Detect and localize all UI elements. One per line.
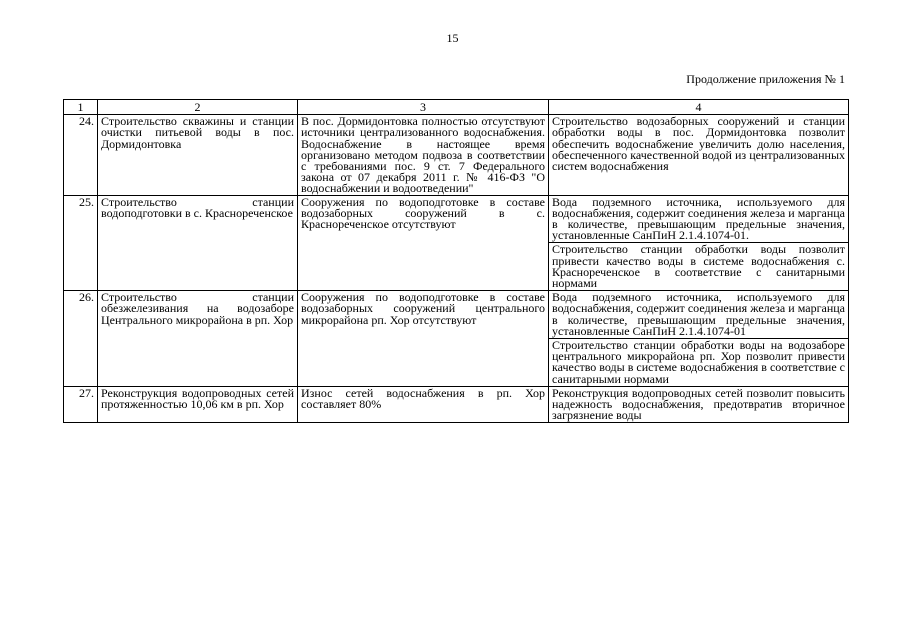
page-number: 15 <box>446 31 459 45</box>
result-paragraph: Вода подземного источника, используемого для водоснабжения, содержит соединения железа и марганца в количестве, превышающим предельные значения, установленные СанПиН 2.1.4.1074-01. <box>552 194 845 243</box>
expected-result-cell <box>549 115 849 195</box>
current-state-cell: Сооружения по водоподготовке в составе водозаборных сооружений центрального микрорайона рп. Хор отсутствуют <box>298 291 549 387</box>
table-row <box>64 195 849 291</box>
row-number: 24. <box>64 115 98 195</box>
current-state-cell: В пос. Дормидонтовка полностью отсутствуют источники централизованного водоснабжения. Водоснабжение в настоящее время организовано методом подвоза в соответствии с требованиями пос. 9 ст. 7 Федерального закона от 07 декабря 2011 г. № 416-ФЗ "О водоснабжении и водоотведении" <box>298 115 549 195</box>
measure-name-cell: Строительство скважины и станции очистки питьевой воды в пос. Дормидонтовка <box>98 115 298 195</box>
row-number: 26. <box>64 291 98 387</box>
column-header: 2 <box>98 100 298 115</box>
expected-result-cell <box>549 195 849 291</box>
result-paragraph: Строительство станции обработки воды на водозаборе центрального микрорайона рп. Хор позволит привести качество воды в системе водоснабжения в соответствие с санитарными нормами <box>549 338 848 386</box>
measure-name-cell: Строительство станции водоподготовки в с. Краснореченское <box>98 195 298 291</box>
row-number: 27. <box>64 386 98 423</box>
result-paragraph: Строительство станции обработки воды позволит привести качество воды в системе водоснабжения с. Краснореченское в соответствие с санитарными нормами <box>549 242 848 290</box>
measure-name-cell: Строительство станции обезжелезивания на водозаборе Центрального микрорайона в рп. Хор <box>98 291 298 387</box>
current-state-cell: Износ сетей водоснабжения в рп. Хор составляет 80% <box>298 386 549 423</box>
result-paragraph: Строительство водозаборных сооружений и станции обработки воды в пос. Дормидонтовка позволит обеспечить водоснабжение увеличить долю населения, обеспеченного качественной водой из централизованных систем водоснабжения <box>552 114 845 174</box>
column-header: 4 <box>549 100 849 115</box>
result-paragraph: Реконструкция водопроводных сетей позволит повысить надежность водоснабжения, предотвратив вторичное загрязнение воды <box>552 385 845 423</box>
appendix-continuation-label: Продолжение приложения № 1 <box>686 72 845 86</box>
table-row <box>64 291 849 387</box>
table-row <box>64 386 849 423</box>
expected-result-cell <box>549 386 849 423</box>
expected-result-cell <box>549 291 849 387</box>
result-paragraph: Вода подземного источника, используемого для водоснабжения, содержит соединения железа и марганца в количестве, превышающим предельные значения, установленные СанПиН 2.1.4.1074-01 <box>552 290 845 338</box>
measure-name-cell: Реконструкция водопроводных сетей протяженностью 10,06 км в рп. Хор <box>98 386 298 423</box>
table-header-row <box>64 100 849 115</box>
current-state-cell: Сооружения по водоподготовке в составе водозаборных сооружений в с. Краснореченское отсутствуют <box>298 195 549 291</box>
table-row <box>64 115 849 195</box>
column-header: 1 <box>64 100 98 115</box>
row-number: 25. <box>64 195 98 291</box>
measures-table <box>63 99 849 423</box>
column-header: 3 <box>298 100 549 115</box>
